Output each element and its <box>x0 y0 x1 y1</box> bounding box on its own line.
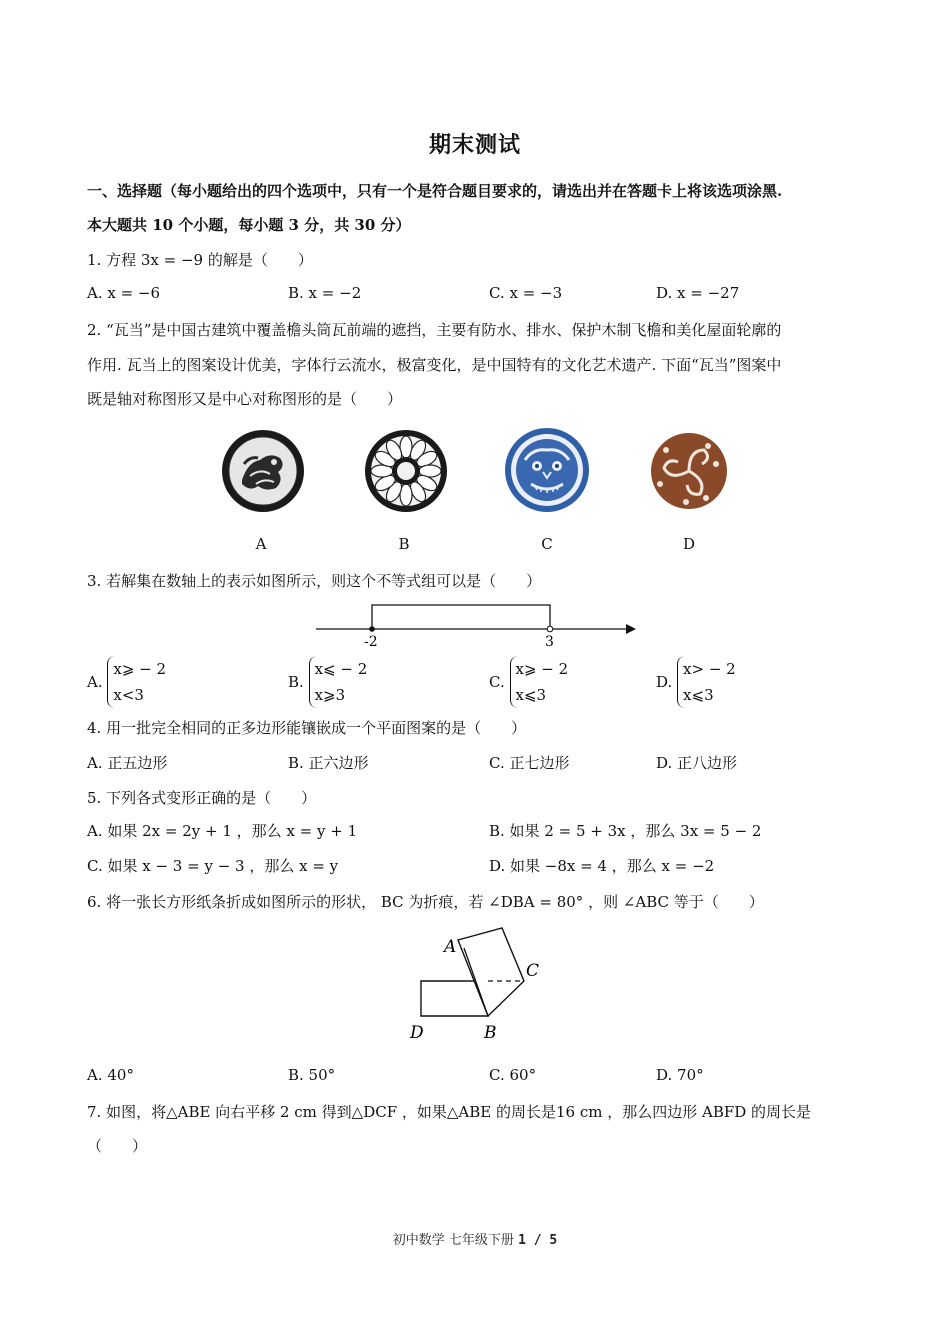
q2-stem-line2: 作用. 瓦当上的图案设计优美，字体行云流水，极富变化，是中国特有的文化艺术遗产. 下面“瓦当”图案中 <box>87 356 782 374</box>
wadang-a-image <box>220 428 306 514</box>
q1-stem: 1. 方程 3x = −9 的解是（ ） <box>87 251 313 269</box>
label-a: A <box>444 937 457 957</box>
q3-option-c-label: C. <box>489 673 505 691</box>
q4-option-d: D. 正八边形 <box>656 754 738 772</box>
q3-option-c-top: x⩾ − 2 <box>515 660 569 678</box>
q1-option-b: B. x = −2 <box>288 284 362 302</box>
q3-option-b-top: x⩽ − 2 <box>314 660 368 678</box>
axis-label-minus-2: -2 <box>364 634 378 650</box>
section-heading-line1: 一、选择题（每小题给出的四个选项中，只有一个是符合题目要求的，请选出并在答题卡上将该选项涂黑. <box>87 182 783 200</box>
q2-stem-line1: 2. “瓦当”是中国古建筑中覆盖檐头筒瓦前端的遮挡，主要有防水、排水、保护木制飞檐和美化屋面轮廓的 <box>87 321 782 339</box>
number-line-figure <box>312 598 642 650</box>
q5-option-b: B. 如果 2 = 5 + 3x ，那么 3x = 5 − 2 <box>489 822 762 840</box>
q3-option-c-bottom: x⩽3 <box>515 686 547 704</box>
q6-option-c: C. 60° <box>489 1066 537 1084</box>
q4-stem: 4. 用一批完全相同的正多边形能镶嵌成一个平面图案的是（ ） <box>87 719 527 737</box>
page-number: 1 / 5 <box>518 1233 558 1248</box>
q6-stem: 6. 将一张长方形纸条折成如图所示的形状， BC 为折痕，若 ∠DBA = 80° ，则 ∠ABC 等于（ ） <box>87 893 764 911</box>
q5-option-a: A. 如果 2x = 2y + 1 ，那么 x = y + 1 <box>87 822 358 840</box>
q6-option-b: B. 50° <box>288 1066 336 1084</box>
q3-option-d-top: x> − 2 <box>683 660 736 678</box>
q5-option-d: D. 如果 −8x = 4 ，那么 x = −2 <box>489 857 715 875</box>
wadang-caption-a: A <box>255 535 267 553</box>
wadang-d-image <box>646 428 732 514</box>
q3-option-b-bottom: x⩾3 <box>314 686 346 704</box>
q1-option-a: A. x = −6 <box>87 284 161 302</box>
q3-option-a-top: x⩾ − 2 <box>113 660 167 678</box>
footer-text: 初中数学 七年级下册 <box>392 1233 514 1248</box>
label-c: C <box>526 961 540 981</box>
q1-option-d: D. x = −27 <box>656 284 740 302</box>
label-b: B <box>484 1023 497 1043</box>
q1-option-c: C. x = −3 <box>489 284 563 302</box>
wadang-caption-d: D <box>682 535 696 553</box>
q6-option-a: A. 40° <box>87 1066 134 1084</box>
label-d: D <box>410 1023 424 1043</box>
wadang-caption-b: B <box>398 535 410 553</box>
q3-option-a <box>87 656 166 708</box>
wadang-caption-c: C <box>541 535 553 553</box>
page-footer <box>0 1229 950 1248</box>
q6-option-d: D. 70° <box>656 1066 704 1084</box>
q3-stem: 3. 若解集在数轴上的表示如图所示，则这个不等式组可以是（ ） <box>87 572 542 590</box>
q7-stem-line2: （ ） <box>87 1137 148 1155</box>
wadang-b-image <box>363 428 449 514</box>
wadang-c-image <box>503 426 591 514</box>
folded-strip-figure <box>400 922 560 1048</box>
q3-option-a-label: A. <box>87 673 103 691</box>
q5-option-c: C. 如果 x − 3 = y − 3 ，那么 x = y <box>87 857 339 875</box>
q3-option-d <box>656 656 736 708</box>
q4-option-b: B. 正六边形 <box>288 754 369 772</box>
q2-stem-line3: 既是轴对称图形又是中心对称图形的是（ ） <box>87 390 403 408</box>
q3-option-a-bottom: x<3 <box>113 686 144 704</box>
q7-stem-line1: 7. 如图，将△ABE 向右平移 2 cm 得到△DCF ，如果△ABE 的周长是16 cm ，那么四边形 ABFD 的周长是 <box>87 1103 812 1121</box>
q4-option-c: C. 正七边形 <box>489 754 570 772</box>
q3-option-d-bottom: x⩽3 <box>683 686 714 704</box>
section-heading-line2: 本大题共 10 个小题，每小题 3 分，共 30 分） <box>87 216 411 234</box>
q5-stem: 5. 下列各式变形正确的是（ ） <box>87 789 317 807</box>
page-title: 期末测试 <box>428 132 521 158</box>
q4-option-a: A. 正五边形 <box>87 754 168 772</box>
axis-label-3: 3 <box>545 634 554 650</box>
q3-option-b-label: B. <box>288 673 304 691</box>
q3-option-c <box>489 656 568 708</box>
q3-option-d-label: D. <box>656 673 673 691</box>
q3-option-b <box>288 656 367 708</box>
